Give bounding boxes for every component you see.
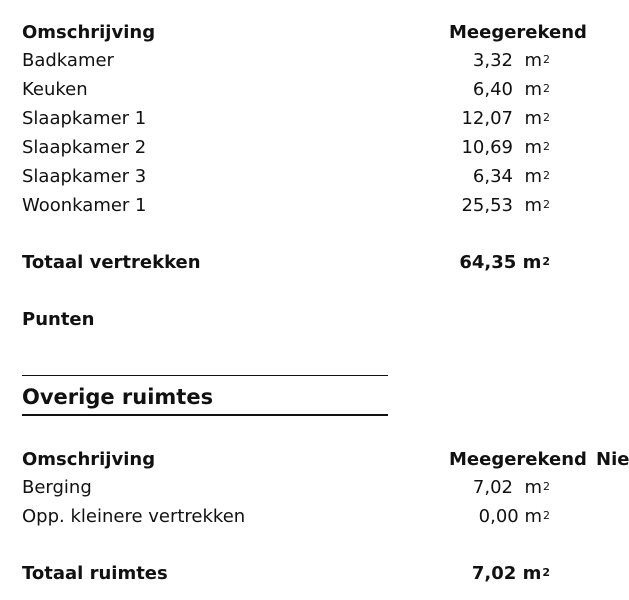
room-name: Slaapkamer 2 [22,137,147,158]
section-divider-bottom [22,414,388,416]
column-header-counted: Meegerekend [449,22,587,43]
column-header-description: Omschrijving [22,22,156,43]
column-header-counted: Meegerekend [449,449,587,470]
room-area: 7,02 $m^2$ [472,477,550,498]
room-area: 6,34 $m^2$ [472,166,550,187]
room-name: Badkamer [22,50,114,71]
total-other-value: 7,02 $m^2$ [471,563,550,584]
room-name: Opp. kleinere vertrekken [22,506,246,527]
total-rooms-value: 64,35 $m^2$ [459,252,550,273]
room-area: 10,69 $m^2$ [461,137,550,158]
room-name: Woonkamer 1 [22,195,147,216]
room-area: 3,32 $m^2$ [472,50,550,71]
room-area: 6,40 $m^2$ [472,79,550,100]
total-other-label: Totaal ruimtes [22,563,168,584]
room-name: Keuken [22,79,88,100]
points-label: Punten [22,309,95,330]
room-area: 0,00 $m^2$ [478,506,550,527]
section-title: Overige ruimtes [22,385,214,409]
room-area: 12,07 $m^2$ [461,108,550,129]
section-divider-top [22,375,388,376]
column-header-truncated: Nie [596,449,629,470]
room-name: Berging [22,477,92,498]
total-rooms-label: Totaal vertrekken [22,252,201,273]
column-header-description: Omschrijving [22,449,156,470]
room-name: Slaapkamer 3 [22,166,147,187]
room-name: Slaapkamer 1 [22,108,147,129]
room-area: 25,53 $m^2$ [461,195,550,216]
